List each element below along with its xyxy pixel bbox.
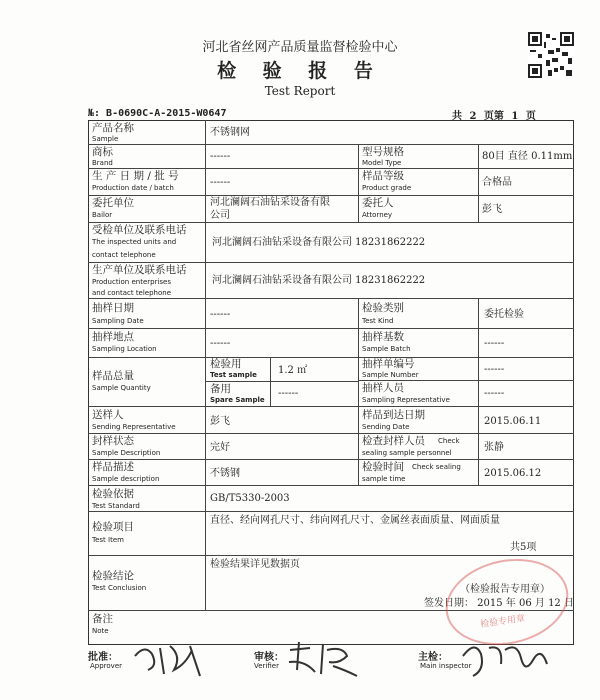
conclusion-value: 检验结果详见数据页	[210, 559, 300, 570]
approver-label: 批准：	[88, 652, 118, 663]
attorney-value: 彭飞	[482, 204, 502, 215]
sampler-value: ------	[484, 388, 505, 399]
sampler-label: 抽样人员	[362, 382, 404, 394]
seal-label: 封样状态	[92, 435, 134, 447]
spare-sample-label: 备用	[210, 383, 231, 395]
sampler-label-en: Sampling Representative	[362, 396, 450, 404]
org-name: 河北省丝网产品质量监督检验中心	[202, 40, 398, 55]
product-name-label: 产品名称	[92, 122, 134, 134]
report-number: №: B-0690C-A-2015-W0647	[88, 108, 227, 119]
producer-label-en1: Production enterprises	[92, 278, 172, 286]
production-date-value: ------	[210, 177, 231, 188]
producer-label-en2: and contact telephone	[92, 289, 172, 297]
production-date-label: 生 产 日 期 / 批 号	[92, 170, 179, 182]
inspected-label-en2: contact telephone	[92, 251, 156, 259]
sample-number-label: 抽样单编号	[362, 358, 415, 370]
page-count: 共 2 页第 1 页	[452, 111, 536, 122]
main-inspector-label-en: Main inspector	[420, 662, 472, 670]
product-name-value: 不锈钢网	[210, 127, 250, 138]
spare-sample-value: ------	[278, 388, 299, 399]
grade-label-en: Product grade	[362, 184, 412, 192]
report-title-en: Test Report	[264, 84, 336, 98]
main-inspector-signature	[455, 634, 555, 684]
main-inspector-label: 主检：	[418, 652, 448, 663]
client-label: 委托单位	[92, 197, 134, 209]
grade-label: 样品等级	[362, 170, 404, 182]
model-value: 80目 直径 0.11mm	[482, 151, 573, 162]
test-kind-label: 检验类别	[362, 302, 404, 314]
items-count: 共5项	[510, 542, 537, 553]
inspected-label: 受检单位及联系电话	[92, 224, 187, 236]
client-value-line2: 公司	[210, 210, 230, 221]
producer-value: 河北澜阔石油钻采设备有限公司 18231862222	[212, 275, 426, 286]
note-label-en: Note	[92, 627, 109, 635]
attorney-label-en: Attorney	[362, 211, 393, 219]
spare-sample-label-en: Spare Sample	[210, 396, 265, 404]
check-seal-label: 检查封样人员	[362, 435, 425, 447]
model-label: 型号规格	[362, 146, 404, 158]
report-title-cn: 检 验 报 告	[217, 60, 383, 82]
send-date-label: 样品到达日期	[362, 409, 425, 421]
model-label-en: Model Type	[362, 159, 402, 167]
standard-label-en: Test Standard	[92, 502, 140, 510]
producer-label: 生产单位及联系电话	[92, 264, 187, 276]
brand-label-en: Brand	[92, 159, 113, 167]
seal-value: 完好	[210, 442, 230, 453]
test-sample-value: 1.2 ㎡	[278, 365, 308, 376]
approver-label-en: Approver	[90, 662, 123, 670]
sample-number-label-en: Sample Number	[362, 371, 419, 379]
check-seal-label-en-inline: Check	[438, 437, 460, 445]
qr-code-icon	[528, 32, 574, 78]
test-kind-value: 委托检验	[484, 309, 524, 320]
test-time-label: 检验时间	[362, 461, 404, 473]
description-value: 不锈钢	[210, 468, 240, 479]
check-seal-value: 张静	[484, 442, 504, 453]
send-date-label-en: Sending Date	[362, 423, 410, 431]
sampling-date-value: ------	[210, 309, 231, 320]
official-stamp-text: 检验专用章	[479, 613, 526, 631]
sign-date: 签发日期： 2015 年 06 月 12 日	[424, 598, 574, 609]
conclusion-stamp-label: （检验报告专用章）	[460, 584, 550, 595]
check-seal-label-en: sealing sample personnel	[362, 449, 452, 457]
description-label: 样品描述	[92, 461, 134, 473]
brand-label: 商标	[92, 146, 113, 158]
test-time-label-en-inline: Check sealing	[412, 463, 461, 471]
conclusion-label: 检验结论	[92, 570, 134, 582]
sampling-location-value: ------	[210, 338, 231, 349]
sampling-date-label: 抽样日期	[92, 302, 134, 314]
sample-batch-value: ------	[484, 338, 505, 349]
verifier-label-en: Verifier	[254, 662, 279, 670]
description-label-en: Sample description	[92, 475, 160, 483]
seal-label-en: Sample Description	[92, 449, 161, 457]
sampling-date-label-en: Sampling Date	[92, 317, 144, 325]
items-label: 检验项目	[92, 521, 134, 533]
sender-value: 彭飞	[210, 416, 230, 427]
client-value-line1: 河北澜阔石油钻采设备有限	[210, 197, 330, 208]
test-kind-label-en: Test Kind	[362, 317, 394, 325]
test-time-label-en: sample time	[362, 475, 406, 483]
items-label-en: Test Item	[92, 536, 124, 544]
quantity-label-en: Sample Quantity	[92, 384, 151, 392]
test-sample-label-en: Test sample	[210, 371, 257, 379]
standard-label: 检验依据	[92, 488, 134, 500]
sampling-location-label: 抽样地点	[92, 331, 134, 343]
sender-label: 送样人	[92, 409, 124, 421]
inspected-value: 河北澜阔石油钻采设备有限公司 18231862222	[212, 237, 426, 248]
sender-label-en: Sending Representative	[92, 423, 176, 431]
sample-batch-label-en: Sample Batch	[362, 345, 411, 353]
quantity-label: 样品总量	[92, 370, 134, 382]
verifier-label: 审核：	[254, 652, 284, 663]
approver-signature	[130, 636, 210, 680]
sampling-location-label-en: Sampling Location	[92, 345, 157, 353]
product-name-label-en: Sample	[92, 135, 119, 143]
standard-value: GB/T5330-2003	[210, 493, 290, 504]
client-label-en: Bailor	[92, 211, 113, 219]
sample-batch-label: 抽样基数	[362, 331, 404, 343]
test-sample-label: 检验用	[210, 358, 242, 370]
test-time-value: 2015.06.12	[484, 468, 542, 479]
attorney-label: 委托人	[362, 197, 394, 209]
conclusion-label-en: Test Conclusion	[92, 584, 147, 592]
items-value: 直径、经向网孔尺寸、纬向网孔尺寸、金属丝表面质量、网面质量	[210, 515, 500, 526]
grade-value: 合格品	[482, 177, 512, 188]
note-label: 备注	[92, 613, 113, 625]
verifier-signature	[285, 636, 365, 680]
brand-value: ------	[210, 151, 231, 162]
sample-number-value: ------	[484, 364, 505, 375]
inspected-label-en1: The inspected units and	[92, 238, 177, 246]
send-date-value: 2015.06.11	[484, 416, 542, 427]
production-date-label-en: Production date / batch	[92, 184, 174, 192]
